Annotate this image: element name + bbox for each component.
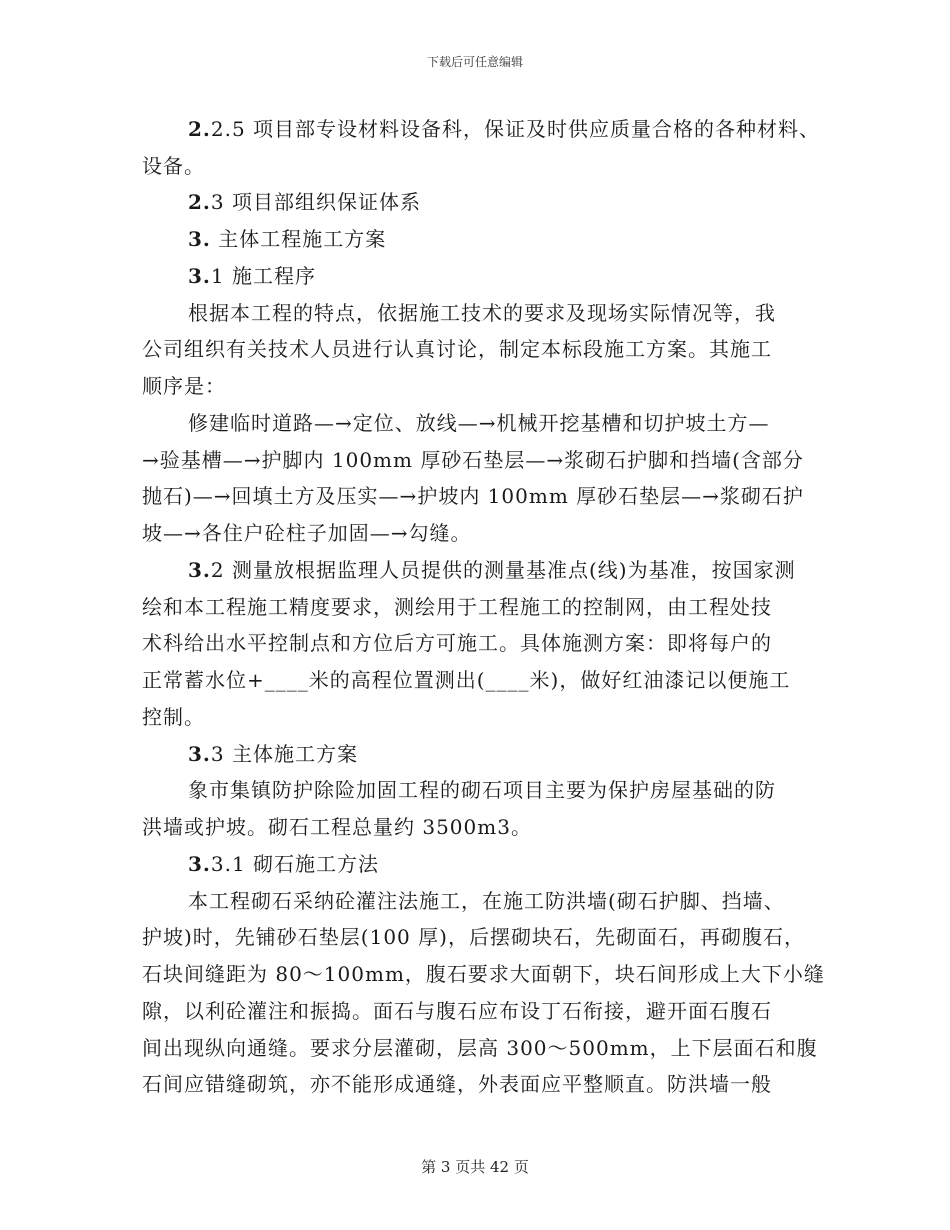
line-text: 设备。	[142, 154, 205, 178]
line-text: 主体工程施工方案	[210, 227, 387, 251]
text-line	[142, 484, 804, 508]
text-line	[142, 999, 772, 1023]
section-number: 3.	[188, 227, 211, 251]
text-line	[188, 301, 776, 325]
line-text: 公司组织有关技术人员进行认真讨论，制定本标段施工方案。其施工	[142, 337, 772, 361]
section-number: 3.	[188, 742, 211, 766]
line-text: →验基槽—→护脚内 100mm 厚砂石垫层—→浆砌石护脚和挡墙(含部分	[142, 448, 804, 472]
line-text: 顺序是：	[142, 374, 226, 398]
line-text: 护坡)时，先铺砂石垫层(100 厚)，后摆砌块石，先砌面石，再砌腹石，	[142, 925, 805, 949]
text-line	[142, 1072, 772, 1096]
line-text: 象市集镇防护除险加固工程的砌石项目主要为保护房屋基础的防	[188, 778, 776, 802]
text-line	[188, 742, 358, 766]
section-number: 2.	[188, 117, 211, 141]
text-line	[142, 1036, 818, 1060]
line-text: 3 主体施工方案	[210, 742, 358, 766]
text-line	[188, 889, 785, 913]
text-line	[188, 117, 820, 141]
line-text: 隙，以利砼灌注和振捣。面石与腹石应布设丁石衔接，避开面石腹石	[142, 999, 772, 1023]
line-text: 2.5 项目部专设材料设备科，保证及时供应质量合格的各种材料、	[210, 117, 821, 141]
line-text: 坡—→各住户砼柱子加固—→勾缝。	[142, 521, 472, 545]
line-text: 本工程砌石采纳砼灌注法施工，在施工防洪墙(砌石护脚、挡墙、	[188, 889, 785, 913]
text-line	[142, 925, 805, 949]
line-text: 1 施工程序	[210, 264, 316, 288]
text-line	[188, 558, 796, 582]
line-text: 洪墙或护坡。砌石工程总量约 3500m3。	[142, 815, 532, 839]
line-text: 2 测量放根据监理人员提供的测量基准点(线)为基准，按国家测	[210, 558, 796, 582]
text-line	[142, 521, 472, 545]
text-line	[142, 631, 772, 655]
line-text: 正常蓄水位+____米的高程位置测出(____米)，做好红油漆记以便施工	[142, 668, 791, 692]
text-line	[188, 190, 421, 214]
text-line	[142, 668, 790, 692]
section-number: 2.	[188, 190, 211, 214]
line-text: 石间应错缝砌筑，亦不能形成通缝，外表面应平整顺直。防洪墙一般	[142, 1072, 772, 1096]
text-line	[142, 154, 205, 178]
text-line	[188, 852, 379, 876]
text-line	[188, 778, 776, 802]
text-line	[142, 962, 825, 986]
line-text: 术科给出水平控制点和方位后方可施工。具体施测方案：即将每户的	[142, 631, 772, 655]
line-text: 绘和本工程施工精度要求，测绘用于工程施工的控制网，由工程处技	[142, 595, 772, 619]
text-line	[142, 374, 226, 398]
page-header: 下载后可任意编辑	[426, 55, 523, 69]
page-footer: 第 3 页共 42 页	[421, 1158, 529, 1176]
line-text: 抛石)—→回填土方及压实—→护坡内 100mm 厚砂石垫层—→浆砌石护	[142, 484, 804, 508]
text-line	[188, 411, 770, 435]
text-line	[142, 595, 772, 619]
text-line	[142, 815, 532, 839]
text-line	[142, 705, 205, 729]
section-number: 3.	[188, 558, 211, 582]
line-text: 石块间缝距为 80～100mm，腹石要求大面朝下，块石间形成上大下小缝	[142, 962, 825, 986]
section-number: 3.	[188, 264, 211, 288]
text-line	[142, 337, 772, 361]
line-text: 控制。	[142, 705, 205, 729]
line-text: 3 项目部组织保证体系	[210, 190, 421, 214]
text-line	[142, 448, 804, 472]
section-number: 3.	[188, 852, 211, 876]
text-line	[188, 227, 386, 251]
line-text: 修建临时道路—→定位、放线—→机械开挖基槽和切护坡土方—	[188, 411, 770, 435]
line-text: 3.1 砌石施工方法	[210, 852, 380, 876]
line-text: 根据本工程的特点，依据施工技术的要求及现场实际情况等，我	[188, 301, 776, 325]
line-text: 间出现纵向通缝。要求分层灌砌，层高 300～500mm，上下层面石和腹	[142, 1036, 818, 1060]
text-line	[188, 264, 316, 288]
